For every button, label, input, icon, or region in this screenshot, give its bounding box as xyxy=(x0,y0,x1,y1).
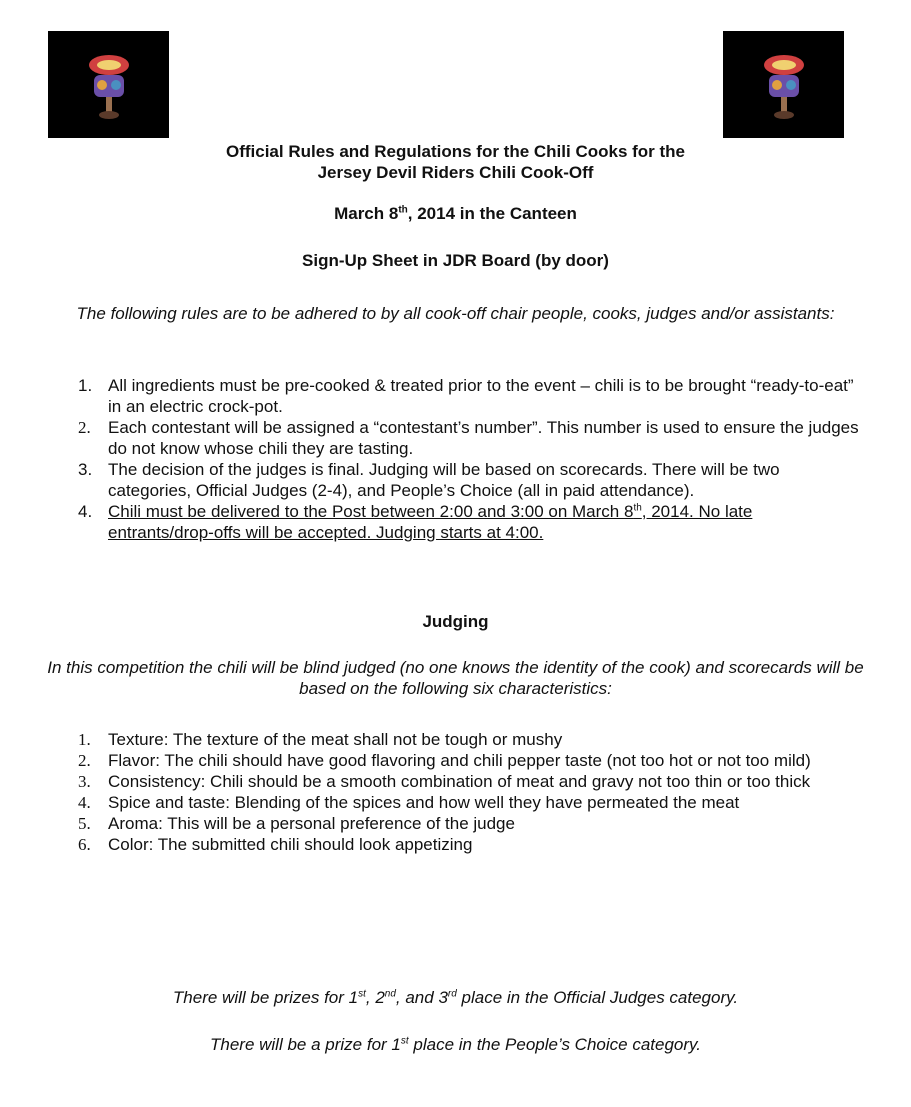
criterion-text: Consistency: Chili should be a smooth combination of meat and gravy not too thin or too thick xyxy=(108,772,811,791)
rule-text: Each contestant will be assigned a “contestant’s number”. This number is used to ensure the judges do not know whose chili they are tasting. xyxy=(108,418,859,458)
criterion-text: Color: The submitted chili should look appetizing xyxy=(108,835,473,854)
criterion-text: Spice and taste: Blending of the spices and how well they have permeated the meat xyxy=(108,793,740,812)
list-item xyxy=(0,501,860,543)
rules-intro: The following rules are to be adhered to by all cook-off chair people, cooks, judges and/or assistants: xyxy=(76,304,835,323)
list-number: 1. xyxy=(78,376,93,395)
criteria-list xyxy=(0,729,860,855)
logo-left xyxy=(48,31,169,138)
list-number: 1. xyxy=(78,730,91,749)
list-number: 2. xyxy=(78,751,91,770)
list-number: 4. xyxy=(78,793,91,812)
list-item xyxy=(0,771,860,792)
title-line-2: Jersey Devil Riders Chili Cook-Off xyxy=(317,163,594,182)
list-item xyxy=(0,792,860,813)
list-item xyxy=(0,375,860,417)
list-item xyxy=(0,459,860,501)
list-item xyxy=(0,834,860,855)
logo-right xyxy=(723,31,844,138)
list-number: 5. xyxy=(78,814,91,833)
title-line-1: Official Rules and Regulations for the Chili Cooks for the xyxy=(225,142,686,161)
judging-intro: In this competition the chili will be blind judged (no one knows the identity of the cook) and scorecards will be based on the following six characteristics: xyxy=(47,658,864,698)
prize-peoples-choice: There will be a prize for 1st place in the People’s Choice category. xyxy=(210,1035,701,1054)
event-date: March 8th, 2014 in the Canteen xyxy=(334,204,577,223)
list-number: 2. xyxy=(78,418,91,437)
list-item xyxy=(0,417,860,459)
judging-heading: Judging xyxy=(422,612,489,631)
rules-list xyxy=(0,375,860,543)
prize-official-judges: There will be prizes for 1st, 2nd, and 3rd place in the Official Judges category. xyxy=(172,988,739,1007)
criterion-text: Aroma: This will be a personal preference of the judge xyxy=(108,814,515,833)
rule-text: All ingredients must be pre-cooked & treated prior to the event – chili is to be brought “ready-to-eat” in an electric crock-pot. xyxy=(108,376,854,416)
criterion-text: Texture: The texture of the meat shall not be tough or mushy xyxy=(108,730,563,749)
motorcycle-logo-icon xyxy=(757,49,811,121)
rule-text: The decision of the judges is final. Judging will be based on scorecards. There will be two categories, Official Judges (2-4), and People’s Choice (all in paid attendance). xyxy=(108,460,780,500)
list-item xyxy=(0,750,860,771)
list-number: 4. xyxy=(78,502,93,521)
signup-note: Sign-Up Sheet in JDR Board (by door) xyxy=(302,251,609,270)
motorcycle-logo-icon xyxy=(82,49,136,121)
list-item xyxy=(0,813,860,834)
rule-text-deadline: Chili must be delivered to the Post between 2:00 and 3:00 on March 8th, 2014. No late entrants/drop-offs will be accepted. Judging starts at 4:00. xyxy=(108,502,753,542)
list-number: 6. xyxy=(78,835,91,854)
list-number: 3. xyxy=(78,460,93,479)
criterion-text: Flavor: The chili should have good flavoring and chili pepper taste (not too hot or not too mild) xyxy=(108,751,811,770)
list-number: 3. xyxy=(78,772,91,791)
list-item xyxy=(0,729,860,750)
